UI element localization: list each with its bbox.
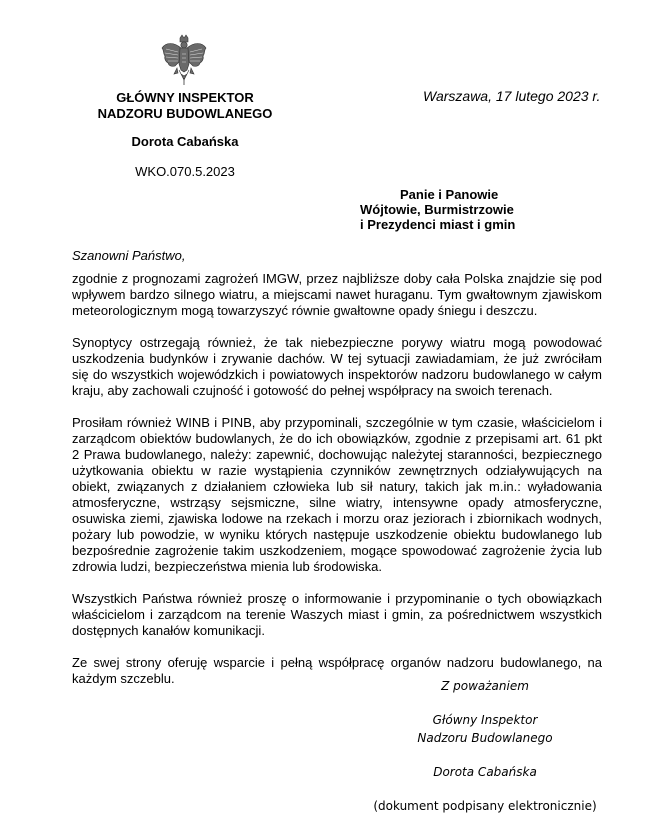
salutation: Szanowni Państwo, [72, 248, 186, 263]
body-paragraph: Prosiłam również WINB i PINB, aby przypominali, szczególnie w tym czasie, właścicielom i zarządcom obiektów budowlanych, że do ich obowiązków, zgodnie z przepisami art. 61 pkt 2 Prawa budowlanego, należy: zapewnić, dochowując należytej staranności, bezpiecznego użytkowania obiektu w razie wystąpienia czynników zewnętrznych odziaływujących na obiekt, związanych z działaniem człowieka lub sił natury, takich jak m.in.: wyładowania atmosferyczne, wstrząsy sejsmiczne, silne wiatry, intensywne opady atmosferyczne, osuwiska ziemi, zjawiska lodowe na rzekach i morzu oraz jeziorach i zbiornikach wodnych, pożary lub powodzie, w wyniku których następuje uszkodzenie obiektu budowlanego lub bezpośrednie zagrożenie takim uszkodzeniem, mogące spowodować zagrożenie życia lub zdrowia ludzi, bezpieczeństwa mienia lub środowiska. [72, 415, 602, 574]
signatory-name: Dorota Cabańska [433, 765, 537, 779]
polish-eagle-emblem-icon [160, 34, 208, 86]
signatory-title-line1: Główny Inspektor [432, 713, 538, 727]
addressee-line3: i Prezydenci miast i gmin [360, 217, 516, 232]
body-paragraph: zgodnie z prognozami zagrożeń IMGW, przez najbliższe doby cała Polska znajdzie się pod wpływem bardzo silnego wiatru, a miejscami nawet huraganu. Tym gwałtownym zjawiskom meteorologicznym mogą towarzyszyć równie gwałtowne opady śniegu i deszczu. [72, 271, 602, 318]
body-paragraph: Wszystkich Państwa również proszę o informowanie i przypominanie o tych obowiązkach właścicielom i zarządcom na terenie Waszych miast i gmin, za pośrednictwem wszystkich dostępnych kanałów komunikacji. [72, 591, 602, 638]
authority-name: Dorota Cabańska [131, 134, 239, 149]
authority-title-line2: NADZORU BUDOWLANEGO [97, 106, 273, 121]
signatory-title-line2: Nadzoru Budowlanego [417, 731, 553, 745]
reference-number: WKO.070.5.2023 [135, 164, 235, 179]
letterhead [90, 90, 280, 180]
letter-date: Warszawa, 17 lutego 2023 r. [423, 88, 601, 104]
closing-block [370, 677, 600, 815]
authority-title-line1: GŁÓWNY INSPEKTOR [116, 90, 254, 105]
signature-note: (dokument podpisany elektronicznie) [373, 799, 597, 813]
body-paragraph: Ze swej strony oferuję wsparcie i pełną współpracę organów nadzoru budowlanego, na każdym szczeblu. [72, 655, 602, 686]
addressee-line2: Wójtowie, Burmistrzowie [360, 202, 514, 217]
body-paragraph: Synoptycy ostrzegają również, że tak niebezpieczne porywy wiatru mogą powodować uszkodzenia budynków i zrywanie dachów. W tej sytuacji zawiadamiam, że już zwróciłam się do wszystkich wojewódzkich i powiatowych inspektorów nadzoru budowlanego w całym kraju, aby zachowali czujność i gotowość do pełnej współpracy na swoich terenach. [72, 335, 602, 398]
addressee-block [360, 187, 515, 232]
letter-body [72, 271, 602, 703]
closing-regards: Z poważaniem [441, 679, 529, 693]
addressee-line1: Panie i Panowie [400, 187, 499, 202]
